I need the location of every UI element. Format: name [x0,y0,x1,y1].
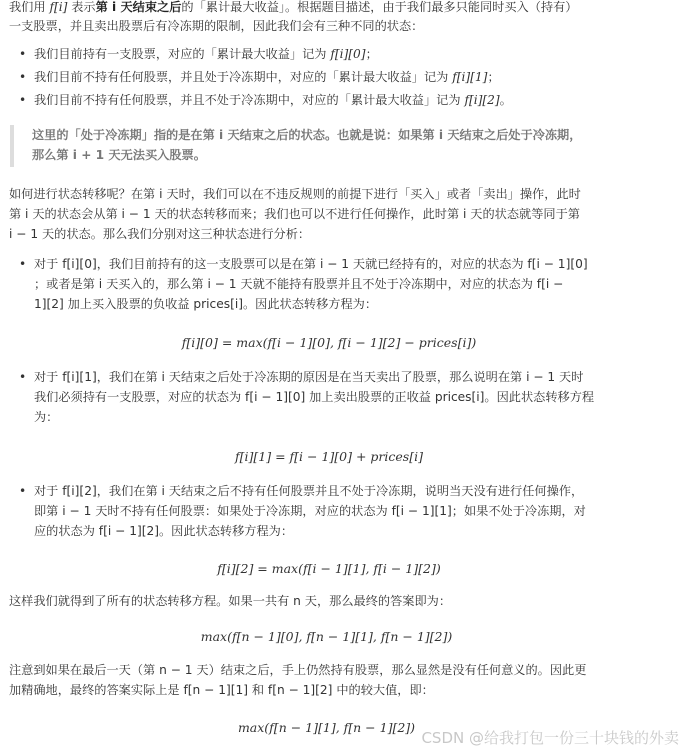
intro-text: 我们用 [9,0,50,14]
state-math: f[i][1] [452,70,488,84]
case-line: ；或者是第 i 天买入的，那么第 i − 1 天就不能持有股票并且不处于冷冻期中，对应的状态为 f[i − [34,277,564,291]
case-line: 对于 f[i][2]，我们在第 i 天结束之后不持有任何股票并且不处于冷冻期，说明当天没有进行任何操作， [34,484,584,498]
case-line: 1][2] 加上买入股票的负收益 prices[i]。因此状态转移方程为： [34,297,378,311]
formula-f1: f[i][1] = f[i − 1][0] + prices[i] [235,449,423,464]
transition-line: 第 i 天的状态会从第 i − 1 天的状态转移而来；我们也可以不进行任何操作，此时第 i 天的状态就等同于第 [9,207,580,221]
state-item [9,68,649,91]
case-item-1 [9,367,649,467]
state-math: f[i][2] [464,93,500,107]
quote-line: 这里的「处于冷冻期」指的是在第 i 天结束之后的状态。也就是说：如果第 i 天结束之后处于冷冻期， [32,128,582,142]
transition-paragraph [9,184,659,244]
summary-line: 这样我们就得到了所有的状态转移方程。如果一共有 n 天，那么最终的答案即为： [9,594,452,608]
state-text: 我们目前不持有任何股票，并且不处于冷冻期中，对应的「累计最大收益」记为 [34,93,465,107]
intro-paragraph [9,0,659,36]
intro-text-line2: 一支股票，并且卖出股票后有冷冻期的限制，因此我们会有三种不同的状态： [9,19,424,33]
case-line: 应的状态为 f[i − 1][2]。因此状态转移方程为： [34,524,294,538]
state-tail: 。 [499,93,512,107]
state-item [9,45,649,68]
state-tail: ； [365,47,378,61]
state-tail: ； [487,70,500,84]
formula-answer: max(f[n − 1][0], f[n − 1][1], f[n − 1][2]) [200,629,453,644]
case-list [9,254,649,579]
intro-bold: 第 i 天结束之后 [95,0,182,14]
formula-final: max(f[n − 1][1], f[n − 1][2]) [237,720,416,735]
state-text: 我们目前不持有任何股票，并且处于冷冻期中，对应的「累计最大收益」记为 [34,70,453,84]
case-line: 即第 i − 1 天时不持有任何股票：如果处于冷冻期，对应的状态为 f[i − 1][1]；如果不处于冷冻期，对 [34,504,586,518]
intro-text: 的「累计最大收益」。根据题目描述，由于我们最多只能同时买入（持有） [181,0,578,14]
transition-line: 如何进行状态转移呢？在第 i 天时，我们可以在不违反规则的前提下进行「买入」或者「卖出」操作，此时 [9,187,581,201]
note-line: 注意到如果在最后一天（第 n − 1 天）结束之后，手上仍然持有股票，那么显然是没有任何意义的。因此更 [9,663,587,677]
note-paragraph [9,660,659,700]
state-text: 我们目前持有一支股票，对应的「累计最大收益」记为 [34,47,331,61]
state-list [9,45,649,114]
case-item-0 [9,254,649,353]
case-line: 对于 f[i][0]，我们目前持有的这一支股票可以是在第 i − 1 天就已经持有的，对应的状态为 f[i − 1][0] [34,257,588,271]
case-item-2 [9,481,649,579]
formula-f0: f[i][0] = max(f[i − 1][0], f[i − 1][2] − prices[i]) [181,335,477,350]
blockquote [10,125,652,167]
quote-line: 那么第 i + 1 天无法买入股票。 [32,148,206,162]
case-line: 对于 f[i][1]，我们在第 i 天结束之后处于冷冻期的原因是在当天卖出了股票，那么说明在第 i − 1 天时 [34,370,584,384]
state-math: f[i][0] [330,47,366,61]
state-item [9,91,649,114]
csdn-watermark: CSDN @给我打包一份三十块钱的外卖 [421,729,679,747]
case-line: 为： [34,410,59,424]
formula-f2: f[i][2] = max(f[i − 1][1], f[i − 1][2]) [217,561,441,576]
note-line: 加精确地，最终的答案实际上是 f[n − 1][1] 和 f[n − 1][2] 中的较大值，即： [9,683,434,697]
intro-text: 表示 [67,0,96,14]
case-line: 我们必须持有一支股票，对应的状态为 f[i − 1][0] 加上卖出股票的正收益 prices[i]。因此状态转移方程 [34,390,595,404]
math-f-i: f[i] [49,0,68,14]
transition-line: i − 1 天的状态。那么我们分别对这三种状态进行分析： [9,227,311,241]
